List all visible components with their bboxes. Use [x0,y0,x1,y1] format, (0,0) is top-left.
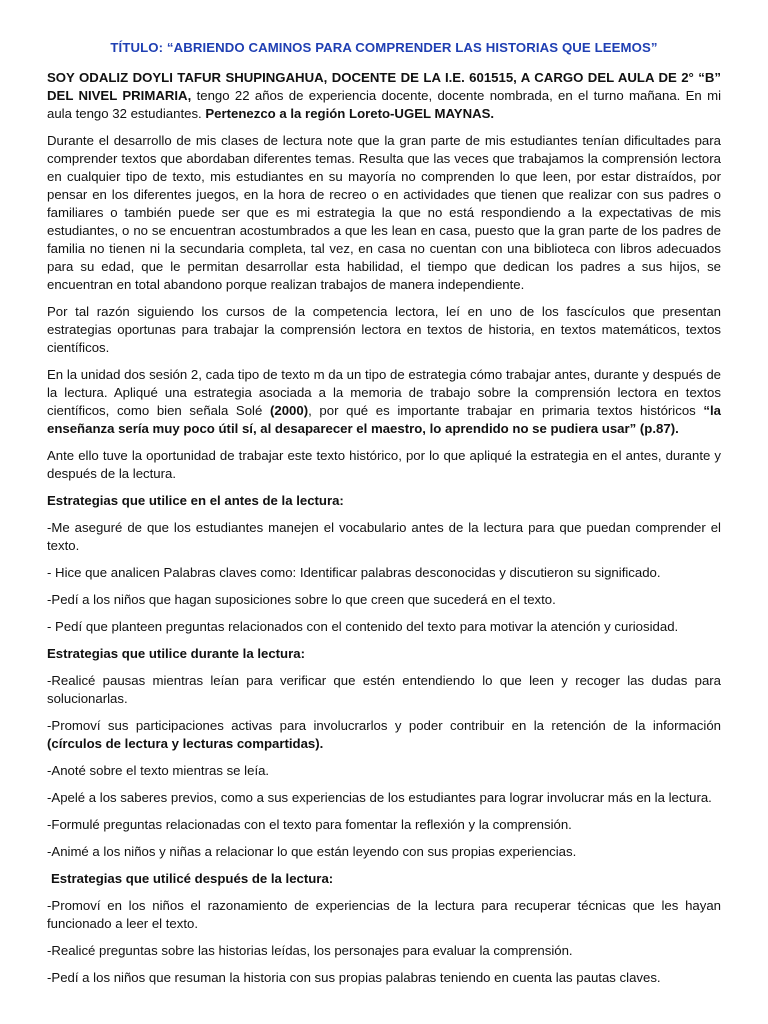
after-heading: Estrategias que utilicé después de la lectura: [51,871,334,886]
before-heading: Estrategias que utilice en el antes de la lectura: [47,493,344,508]
during-item-2-text: -Promoví sus participaciones activas para involucrarlos y poder contribuir en la retención de la información [47,718,721,733]
during-item-6: -Animé a los niños y niñas a relacionar lo que están leyendo con sus propias experiencias. [47,844,577,859]
before-item-1: -Me aseguré de que los estudiantes manejen el vocabulario antes de la lectura para que puedan comprender el texto. [47,520,721,553]
citation-year: (2000) [269,403,309,418]
during-item-2-bold: (círculos de lectura y lecturas compartidas). [47,736,324,751]
document-title: TÍTULO: “ABRIENDO CAMINOS PARA COMPRENDER LAS HISTORIAS QUE LEEMOS” [110,40,658,55]
during-item-1: -Realicé pausas mientras leían para verificar que estén entendiendo lo que leen y recoger las dudas para solucionarlas. [47,673,721,706]
after-item-1: -Promoví en los niños el razonamiento de experiencias de la lectura para recuperar técnicas que les hayan funcionado a leer el texto. [47,898,721,931]
paragraph-3-text-b: , por qué es importante trabajar en primaria textos históricos [308,403,704,418]
before-item-3: -Pedí a los niños que hagan suposiciones sobre lo que creen que sucederá en el texto. [47,592,556,607]
after-item-3: -Pedí a los niños que resuman la historia con sus propias palabras teniendo en cuenta las pautas claves. [47,970,661,985]
during-item-5: -Formulé preguntas relacionadas con el texto para fomentar la reflexión y la comprensión. [47,817,572,832]
citation-quote: “la enseñanza sería muy poco útil sí, al desaparecer el maestro, lo aprendido no se pudiera usar” (p.87). [47,403,721,436]
intro-text: tengo 22 años de experiencia docente, docente nombrada, en el turno mañana. En mi aula tengo 32 estudiantes. [47,88,721,121]
during-item-2 [47,717,721,753]
intro-bold-lead: SOY ODALIZ DOYLI TAFUR SHUPINGAHUA, DOCENTE DE LA I.E. 601515, A CARGO DEL AULA DE 2° “B” DEL NIVEL PRIMARIA, [47,70,721,103]
paragraph-3 [47,366,721,438]
during-item-3: -Anoté sobre el texto mientras se leía. [47,763,270,778]
before-item-2: - Hice que analicen Palabras claves como: Identificar palabras desconocidas y discutieron su significado. [47,565,661,580]
after-item-2: -Realicé preguntas sobre las historias leídas, los personajes para evaluar la comprensión. [47,943,573,958]
during-item-4: -Apelé a los saberes previos, como a sus experiencias de los estudiantes para lograr involucrar más en la lectura. [47,790,712,805]
intro-bold-tail: Pertenezco a la región Loreto-UGEL MAYNAS. [205,106,495,121]
paragraph-2: Por tal razón siguiendo los cursos de la competencia lectora, leí en uno de los fascículos que presentan estrategias oportunas para trabajar la comprensión lectora en textos de historia, en textos matemáticos, textos científicos. [47,304,721,355]
intro-paragraph [47,69,721,123]
paragraph-1: Durante el desarrollo de mis clases de lectura note que la gran parte de mis estudiantes tenían dificultades para comprender textos que abordaban diferentes temas. Resulta que las veces que trabajamos la comprensión lectora en cualquier tipo de texto, mis estudiantes en su mayoría no comprenden lo que leen, por estar distraídos, por pensar en los diferentes juegos, en la hora de recreo o en actividades que tienen que realizar con sus padres o familiares o también puede ser que es mi estrategia la que no está respondiendo a la expectativas de mis estudiantes, o no se encuentran acostumbrados a que les lean en casa, puesto que la gran parte de los padres de familia no tienen ni la secundaria completa, tal vez, en casa no cuentan con una biblioteca con libros adecuados para su edad, que le permitan desarrollar esta habilidad, el tiempo que dedican los padres a sus hijos, se encuentran en total abandono porque realizan trabajos de manera independiente. [47,133,721,292]
paragraph-3-text-a: En la unidad dos sesión 2, cada tipo de texto m da un tipo de estrategia cómo trabajar antes, durante y después de la lectura. Apliqué una estrategia asociada a la memoria de trabajo sobre la comprensión lectora en textos científicos, como bien señala Solé [47,367,721,418]
before-item-4: - Pedí que planteen preguntas relacionados con el contenido del texto para motivar la atención y curiosidad. [47,619,679,634]
during-heading: Estrategias que utilice durante la lectura: [47,646,305,661]
paragraph-4: Ante ello tuve la oportunidad de trabajar este texto histórico, por lo que apliqué la estrategia en el antes, durante y después de la lectura. [47,448,721,481]
